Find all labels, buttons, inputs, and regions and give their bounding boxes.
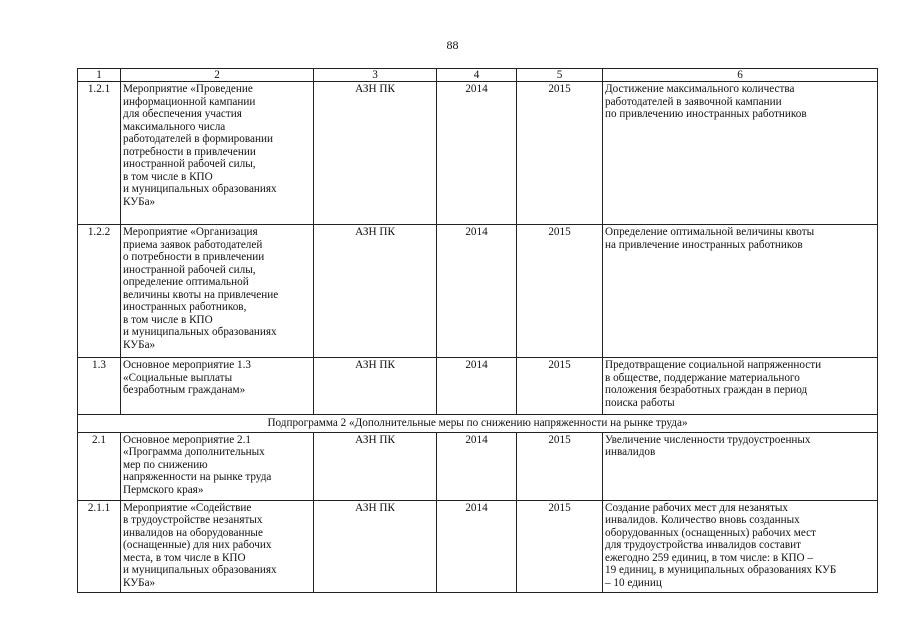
subprogram-title: Подпрограмма 2 «Дополнительные меры по снижению напряженности на рынке труда» (78, 415, 878, 433)
executor-cell: АЗН ПК (314, 82, 437, 225)
item-number: 2.1 (78, 432, 121, 500)
column-number: 2 (121, 69, 314, 82)
start-year-cell: 2014 (437, 432, 517, 500)
column-number-row (78, 69, 878, 82)
item-number: 1.3 (78, 358, 121, 415)
page-number: 88 (446, 38, 459, 52)
result-cell: Предотвращение социальной напряженности в обществе, поддержание материального положения безработных граждан в период поиска работы (603, 358, 878, 415)
start-year-cell: 2014 (437, 500, 517, 592)
executor-cell: АЗН ПК (314, 500, 437, 592)
item-number: 1.2.1 (78, 82, 121, 225)
column-number: 3 (314, 69, 437, 82)
result-cell: Определение оптимальной величины квоты на привлечение иностранных работников (603, 225, 878, 358)
table-row (78, 500, 878, 592)
subprogram-row (78, 415, 878, 433)
result-cell: Достижение максимального количества работодателей в заявочной кампании по привлечению иностранных работников (603, 82, 878, 225)
column-number: 5 (517, 69, 603, 82)
start-year-cell: 2014 (437, 82, 517, 225)
result-cell: Создание рабочих мест для незанятых инвалидов. Количество вновь созданных оборудованных (оснащенных) рабочих мест для трудоустройства инвалидов составит ежегодно 259 единиц, в том числе: в КПО – 19 единиц, в муниципальных образованиях КУБ – 10 единиц (603, 500, 878, 592)
executor-cell: АЗН ПК (314, 358, 437, 415)
table-row (78, 225, 878, 358)
item-number: 1.2.2 (78, 225, 121, 358)
column-number: 6 (603, 69, 878, 82)
activity-cell: Основное мероприятие 2.1 «Программа дополнительных мер по снижению напряженности на рынке труда Пермского края» (121, 432, 314, 500)
activity-cell: Мероприятие «Организация приема заявок работодателей о потребности в привлечении иностранной рабочей силы, определение оптимальной величины квоты на привлечение иностранных работников, в том числе в КПО и муниципальных образованиях КУБа» (121, 225, 314, 358)
table-row (78, 432, 878, 500)
column-number: 4 (437, 69, 517, 82)
item-number: 2.1.1 (78, 500, 121, 592)
activity-cell: Мероприятие «Проведение информационной кампании для обеспечения участия максимального числа работодателей в формировании потребности в привлечении иностранной рабочей силы, в том числе в КПО и муниципальных образованиях КУБа» (121, 82, 314, 225)
end-year-cell: 2015 (517, 358, 603, 415)
executor-cell: АЗН ПК (314, 432, 437, 500)
activity-cell: Основное мероприятие 1.3 «Социальные выплаты безработным гражданам» (121, 358, 314, 415)
start-year-cell: 2014 (437, 225, 517, 358)
table-row (78, 82, 878, 225)
end-year-cell: 2015 (517, 432, 603, 500)
executor-cell: АЗН ПК (314, 225, 437, 358)
result-cell: Увеличение численности трудоустроенных инвалидов (603, 432, 878, 500)
activity-cell: Мероприятие «Содействие в трудоустройстве незанятых инвалидов на оборудованные (оснащенные) для них рабочих места, в том числе в КПО и муниципальных образованиях КУБа» (121, 500, 314, 592)
program-table (77, 68, 878, 593)
column-number: 1 (78, 69, 121, 82)
end-year-cell: 2015 (517, 500, 603, 592)
start-year-cell: 2014 (437, 358, 517, 415)
table-row (78, 358, 878, 415)
end-year-cell: 2015 (517, 225, 603, 358)
end-year-cell: 2015 (517, 82, 603, 225)
